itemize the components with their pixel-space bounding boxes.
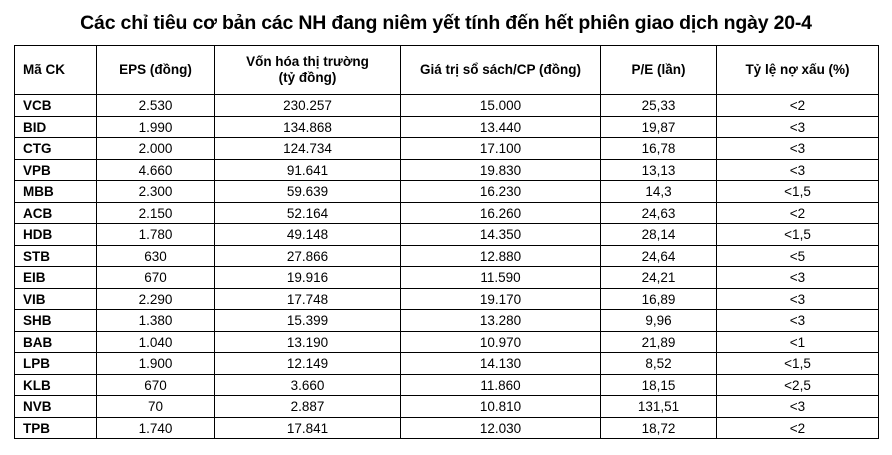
cell-market-cap: 59.639 (215, 181, 401, 203)
cell-npl-ratio: <3 (717, 267, 879, 289)
cell-eps: 670 (97, 374, 215, 396)
cell-code: VPB (15, 159, 97, 181)
cell-eps: 1.780 (97, 224, 215, 246)
cell-market-cap: 12.149 (215, 353, 401, 375)
cell-code: LPB (15, 353, 97, 375)
cell-code: KLB (15, 374, 97, 396)
cell-pe: 24,63 (601, 202, 717, 224)
cell-code: TPB (15, 417, 97, 439)
cell-book-value: 10.810 (401, 396, 601, 418)
cell-market-cap: 49.148 (215, 224, 401, 246)
cell-book-value: 15.000 (401, 95, 601, 117)
cell-pe: 21,89 (601, 331, 717, 353)
cell-eps: 2.290 (97, 288, 215, 310)
cell-book-value: 11.860 (401, 374, 601, 396)
cell-book-value: 13.280 (401, 310, 601, 332)
cell-npl-ratio: <3 (717, 396, 879, 418)
cell-eps: 2.300 (97, 181, 215, 203)
cell-market-cap: 230.257 (215, 95, 401, 117)
table-row (15, 202, 879, 224)
table-body (15, 95, 879, 439)
cell-book-value: 10.970 (401, 331, 601, 353)
cell-code: EIB (15, 267, 97, 289)
cell-npl-ratio: <1 (717, 331, 879, 353)
cell-npl-ratio: <2 (717, 202, 879, 224)
cell-code: SHB (15, 310, 97, 332)
cell-book-value: 13.440 (401, 116, 601, 138)
table-row (15, 116, 879, 138)
bank-indicators-table (14, 45, 879, 439)
cell-npl-ratio: <1,5 (717, 224, 879, 246)
table-row (15, 396, 879, 418)
cell-pe: 14,3 (601, 181, 717, 203)
cell-book-value: 12.030 (401, 417, 601, 439)
column-header-pe: P/E (lần) (601, 46, 717, 95)
cell-npl-ratio: <3 (717, 310, 879, 332)
column-header-market-cap-line2: (tỷ đồng) (278, 70, 337, 86)
cell-code: ACB (15, 202, 97, 224)
table-row (15, 181, 879, 203)
cell-market-cap: 52.164 (215, 202, 401, 224)
table-row (15, 310, 879, 332)
table-row (15, 138, 879, 160)
cell-pe: 19,87 (601, 116, 717, 138)
cell-market-cap: 17.841 (215, 417, 401, 439)
table-row (15, 267, 879, 289)
cell-code: MBB (15, 181, 97, 203)
cell-npl-ratio: <3 (717, 116, 879, 138)
cell-eps: 2.000 (97, 138, 215, 160)
cell-market-cap: 19.916 (215, 267, 401, 289)
cell-eps: 2.150 (97, 202, 215, 224)
cell-pe: 8,52 (601, 353, 717, 375)
cell-book-value: 19.830 (401, 159, 601, 181)
cell-market-cap: 15.399 (215, 310, 401, 332)
cell-pe: 16,89 (601, 288, 717, 310)
cell-eps: 670 (97, 267, 215, 289)
cell-book-value: 12.880 (401, 245, 601, 267)
cell-npl-ratio: <3 (717, 288, 879, 310)
cell-eps: 1.740 (97, 417, 215, 439)
table-row (15, 224, 879, 246)
cell-market-cap: 2.887 (215, 396, 401, 418)
cell-npl-ratio: <1,5 (717, 353, 879, 375)
cell-code: HDB (15, 224, 97, 246)
column-header-code: Mã CK (15, 46, 97, 95)
cell-eps: 1.040 (97, 331, 215, 353)
cell-npl-ratio: <3 (717, 138, 879, 160)
cell-pe: 9,96 (601, 310, 717, 332)
cell-npl-ratio: <2,5 (717, 374, 879, 396)
cell-eps: 1.990 (97, 116, 215, 138)
cell-market-cap: 17.748 (215, 288, 401, 310)
cell-market-cap: 27.866 (215, 245, 401, 267)
cell-npl-ratio: <3 (717, 159, 879, 181)
page-title: Các chỉ tiêu cơ bản các NH đang niêm yết tính đến hết phiên giao dịch ngày 20-4 (80, 12, 812, 34)
cell-code: VIB (15, 288, 97, 310)
cell-pe: 16,78 (601, 138, 717, 160)
table-header-row (15, 46, 879, 95)
table-row (15, 159, 879, 181)
cell-npl-ratio: <5 (717, 245, 879, 267)
cell-book-value: 16.260 (401, 202, 601, 224)
cell-eps: 2.530 (97, 95, 215, 117)
cell-code: BID (15, 116, 97, 138)
cell-npl-ratio: <1,5 (717, 181, 879, 203)
cell-eps: 630 (97, 245, 215, 267)
cell-pe: 24,64 (601, 245, 717, 267)
table-row (15, 353, 879, 375)
cell-eps: 4.660 (97, 159, 215, 181)
column-header-market-cap-line1: Vốn hóa thị trường (246, 53, 369, 69)
cell-code: BAB (15, 331, 97, 353)
table-header (15, 46, 879, 95)
cell-market-cap: 3.660 (215, 374, 401, 396)
cell-eps: 1.900 (97, 353, 215, 375)
cell-market-cap: 91.641 (215, 159, 401, 181)
table-row (15, 331, 879, 353)
cell-eps: 70 (97, 396, 215, 418)
cell-eps: 1.380 (97, 310, 215, 332)
cell-pe: 25,33 (601, 95, 717, 117)
cell-book-value: 11.590 (401, 267, 601, 289)
cell-market-cap: 134.868 (215, 116, 401, 138)
column-header-book-value: Giá trị sổ sách/CP (đồng) (401, 46, 601, 95)
cell-pe: 13,13 (601, 159, 717, 181)
cell-book-value: 19.170 (401, 288, 601, 310)
cell-market-cap: 124.734 (215, 138, 401, 160)
table-row (15, 288, 879, 310)
table-row (15, 374, 879, 396)
cell-market-cap: 13.190 (215, 331, 401, 353)
cell-code: VCB (15, 95, 97, 117)
cell-book-value: 14.130 (401, 353, 601, 375)
cell-npl-ratio: <2 (717, 95, 879, 117)
column-header-npl-ratio: Tỷ lệ nợ xấu (%) (717, 46, 879, 95)
column-header-market-cap (215, 46, 401, 95)
cell-code: NVB (15, 396, 97, 418)
cell-pe: 24,21 (601, 267, 717, 289)
table-container (0, 45, 892, 439)
table-row (15, 417, 879, 439)
cell-pe: 28,14 (601, 224, 717, 246)
cell-book-value: 17.100 (401, 138, 601, 160)
table-row (15, 95, 879, 117)
cell-code: CTG (15, 138, 97, 160)
cell-book-value: 16.230 (401, 181, 601, 203)
cell-npl-ratio: <2 (717, 417, 879, 439)
table-row (15, 245, 879, 267)
cell-pe: 18,72 (601, 417, 717, 439)
cell-pe: 131,51 (601, 396, 717, 418)
cell-code: STB (15, 245, 97, 267)
cell-book-value: 14.350 (401, 224, 601, 246)
cell-pe: 18,15 (601, 374, 717, 396)
column-header-eps: EPS (đồng) (97, 46, 215, 95)
